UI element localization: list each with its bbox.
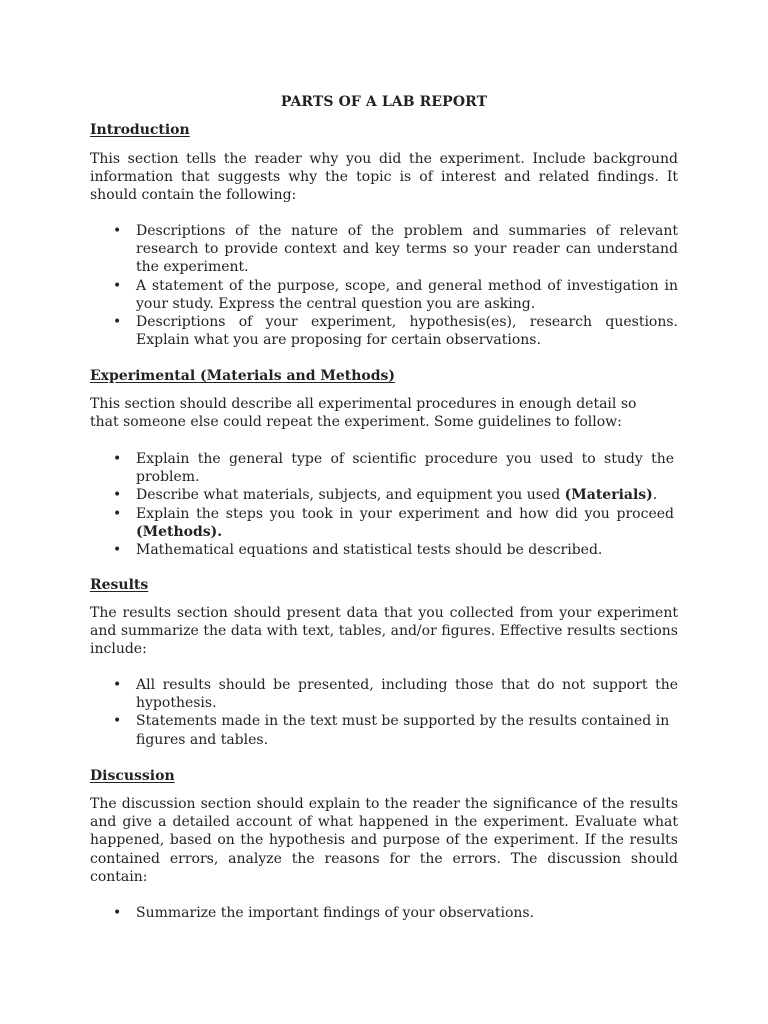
bullet-icon: • xyxy=(113,223,122,239)
experimental-paragraph: This section should describe all experimental procedures in enough detail so that someone else could repeat the experiment. Some guidelines to follow: xyxy=(90,396,637,431)
section-heading-results: Results xyxy=(90,577,149,593)
bullet-icon: • xyxy=(113,713,122,730)
list-item: • Explain the general type of scientific procedure you used to study the problem. xyxy=(113,451,674,486)
list-item: • Statements made in the text must be supported by the results contained in figures and tables. xyxy=(113,713,670,748)
bullet-icon: • xyxy=(113,542,122,559)
list-item: • A statement of the purpose, scope, and general method of investigation in your study. Express the central question you are asking. xyxy=(113,277,678,312)
list-item: • Summarize the important findings of your observations. xyxy=(113,905,535,921)
bullet-icon: • xyxy=(113,905,122,921)
discussion-bullet-list xyxy=(90,904,678,922)
experimental-bullet-list xyxy=(90,450,678,559)
bullet-icon: • xyxy=(113,277,122,294)
list-item: • Explain the steps you took in your experiment and how did you proceed (Methods). xyxy=(113,505,674,540)
introduction-bullet-list xyxy=(90,222,678,349)
section-heading-experimental: Experimental (Materials and Methods) xyxy=(90,368,396,384)
bullet-icon: • xyxy=(113,314,122,331)
methods-emphasis: (Methods). xyxy=(136,523,223,540)
section-heading-discussion: Discussion xyxy=(90,768,175,784)
introduction-paragraph: This section tells the reader why you did the experiment. Include background information that suggests why the topic is of interest and related findings. It should contain the following: xyxy=(90,151,678,204)
list-item: • Describe what materials, subjects, and equipment you used (Materials). xyxy=(113,487,658,504)
bullet-icon: • xyxy=(113,505,122,522)
materials-emphasis: (Materials) xyxy=(564,487,653,504)
bullet-icon: • xyxy=(113,487,122,504)
list-item: • Descriptions of your experiment, hypothesis(es), research questions. Explain what you are proposing for certain observations. xyxy=(113,314,678,349)
discussion-paragraph: The discussion section should explain to the reader the significance of the results and give a detailed account of what happened in the experiment. Evaluate what happened, based on the hypothesis and purpose of the experiment. If the results contained errors, analyze the reasons for the errors. The discussion should contain: xyxy=(90,796,678,885)
section-heading-introduction: Introduction xyxy=(90,122,190,138)
list-item: • Mathematical equations and statistical tests should be described. xyxy=(113,542,603,559)
list-item: • Descriptions of the nature of the problem and summaries of relevant research to provide context and key terms so your reader can understand the experiment. xyxy=(113,223,678,276)
list-item: • All results should be presented, including those that do not support the hypothesis. xyxy=(113,677,678,712)
results-paragraph: The results section should present data that you collected from your experiment and summarize the data with text, tables, and/or figures. Effective results sections include: xyxy=(90,605,678,658)
bullet-icon: • xyxy=(113,451,122,467)
document-title: PARTS OF A LAB REPORT xyxy=(280,94,488,110)
results-bullet-list xyxy=(90,676,678,749)
bullet-icon: • xyxy=(113,677,122,693)
